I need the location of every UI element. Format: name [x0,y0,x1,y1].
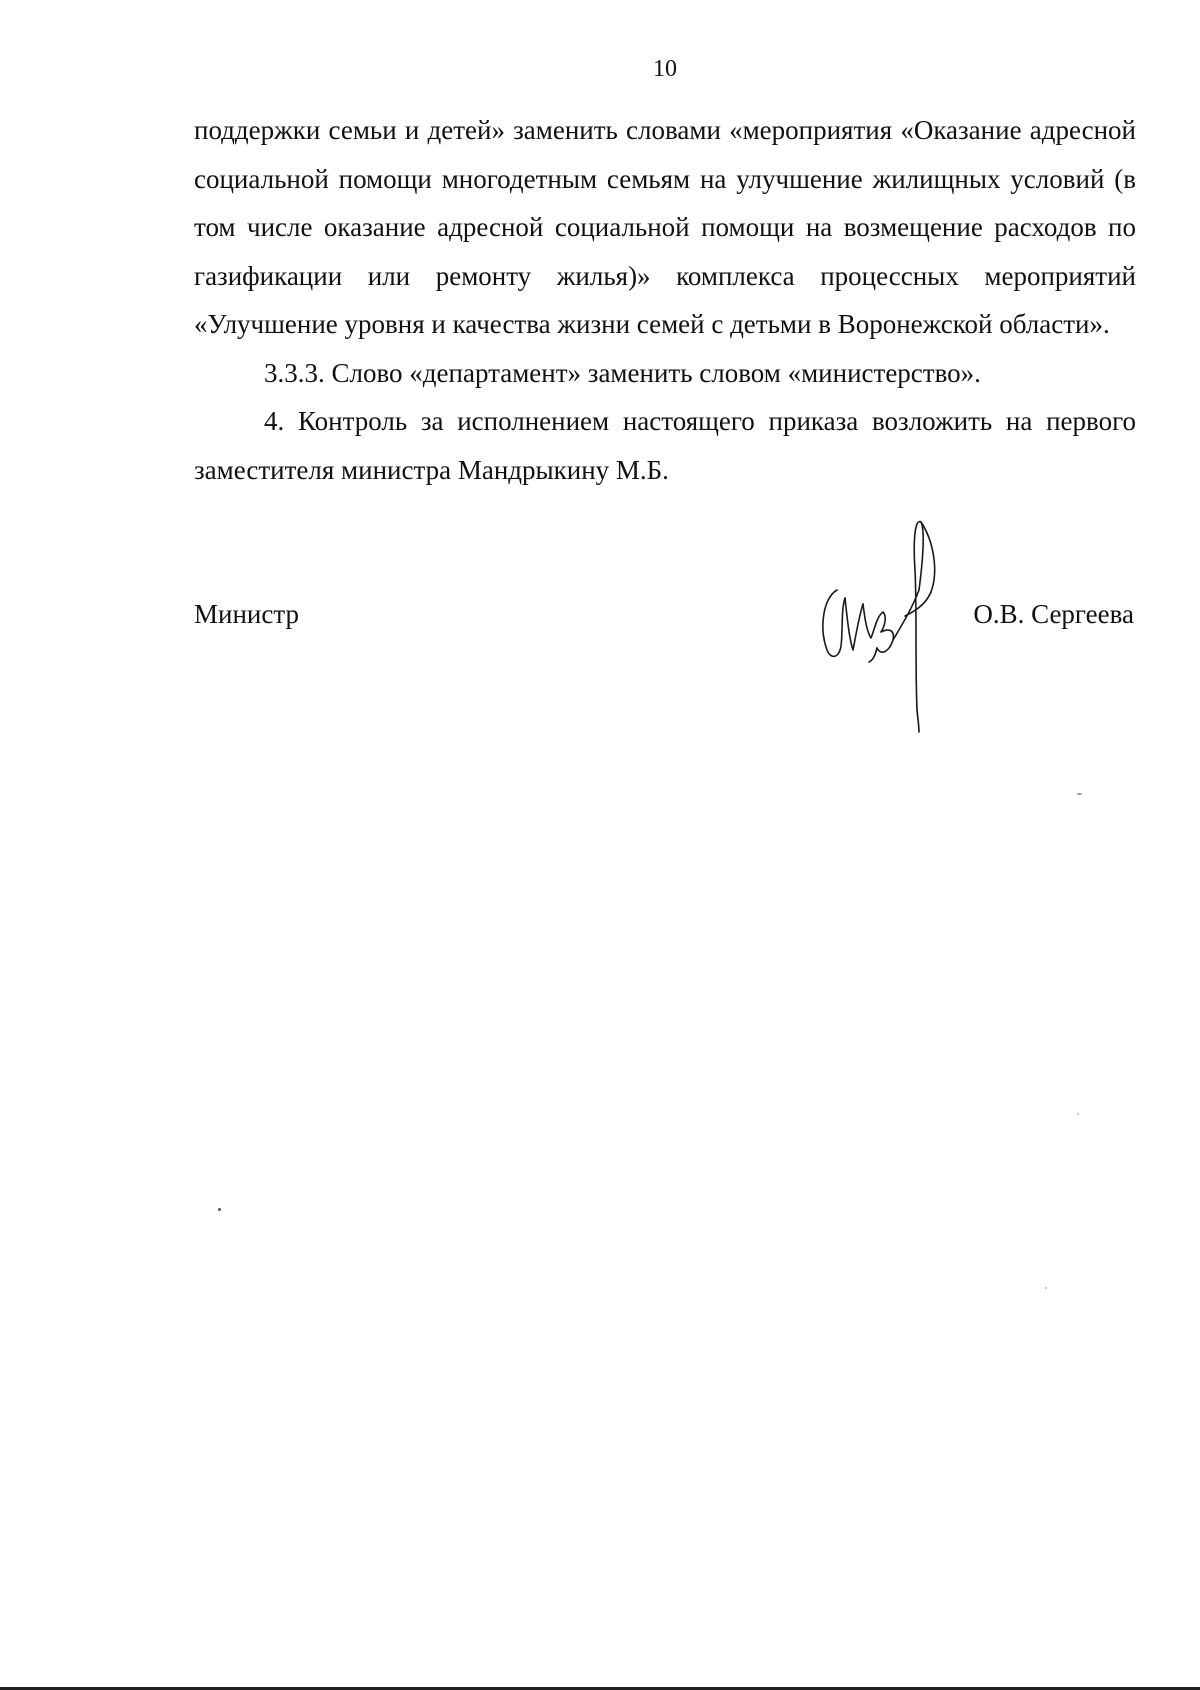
page-number: 10 [653,56,677,82]
document-body [194,106,1136,494]
scan-speck [218,1208,221,1211]
scan-speck [1045,1287,1047,1289]
paragraph-continuation: поддержки семьи и детей» заменить словами «мероприятия «Оказание адресной социальной помощи многодетным семьям на улучшение жилищных условий (в том числе оказание адресной социальной помощи на возмещение расходов по газификации или ремонту жилья)» комплекса процессных мероприятий «Улучшение уровня и качества жизни семей с детьми в Воронежской области». [194,115,1136,339]
handwritten-signature-icon [815,520,955,735]
scan-speck [1077,793,1082,795]
signer-title: Министр [194,599,299,629]
paragraph-3-3-3: 3.3.3. Слово «департамент» заменить словом «министерство». [264,357,981,388]
paragraph-4: 4. Контроль за исполнением настоящего приказа возложить на первого заместителя министра Мандрыкину М.Б. [194,406,1136,485]
signer-name: О.В. Сергеева [973,599,1134,629]
scan-speck [1077,1113,1079,1115]
signature-block [194,595,1134,635]
